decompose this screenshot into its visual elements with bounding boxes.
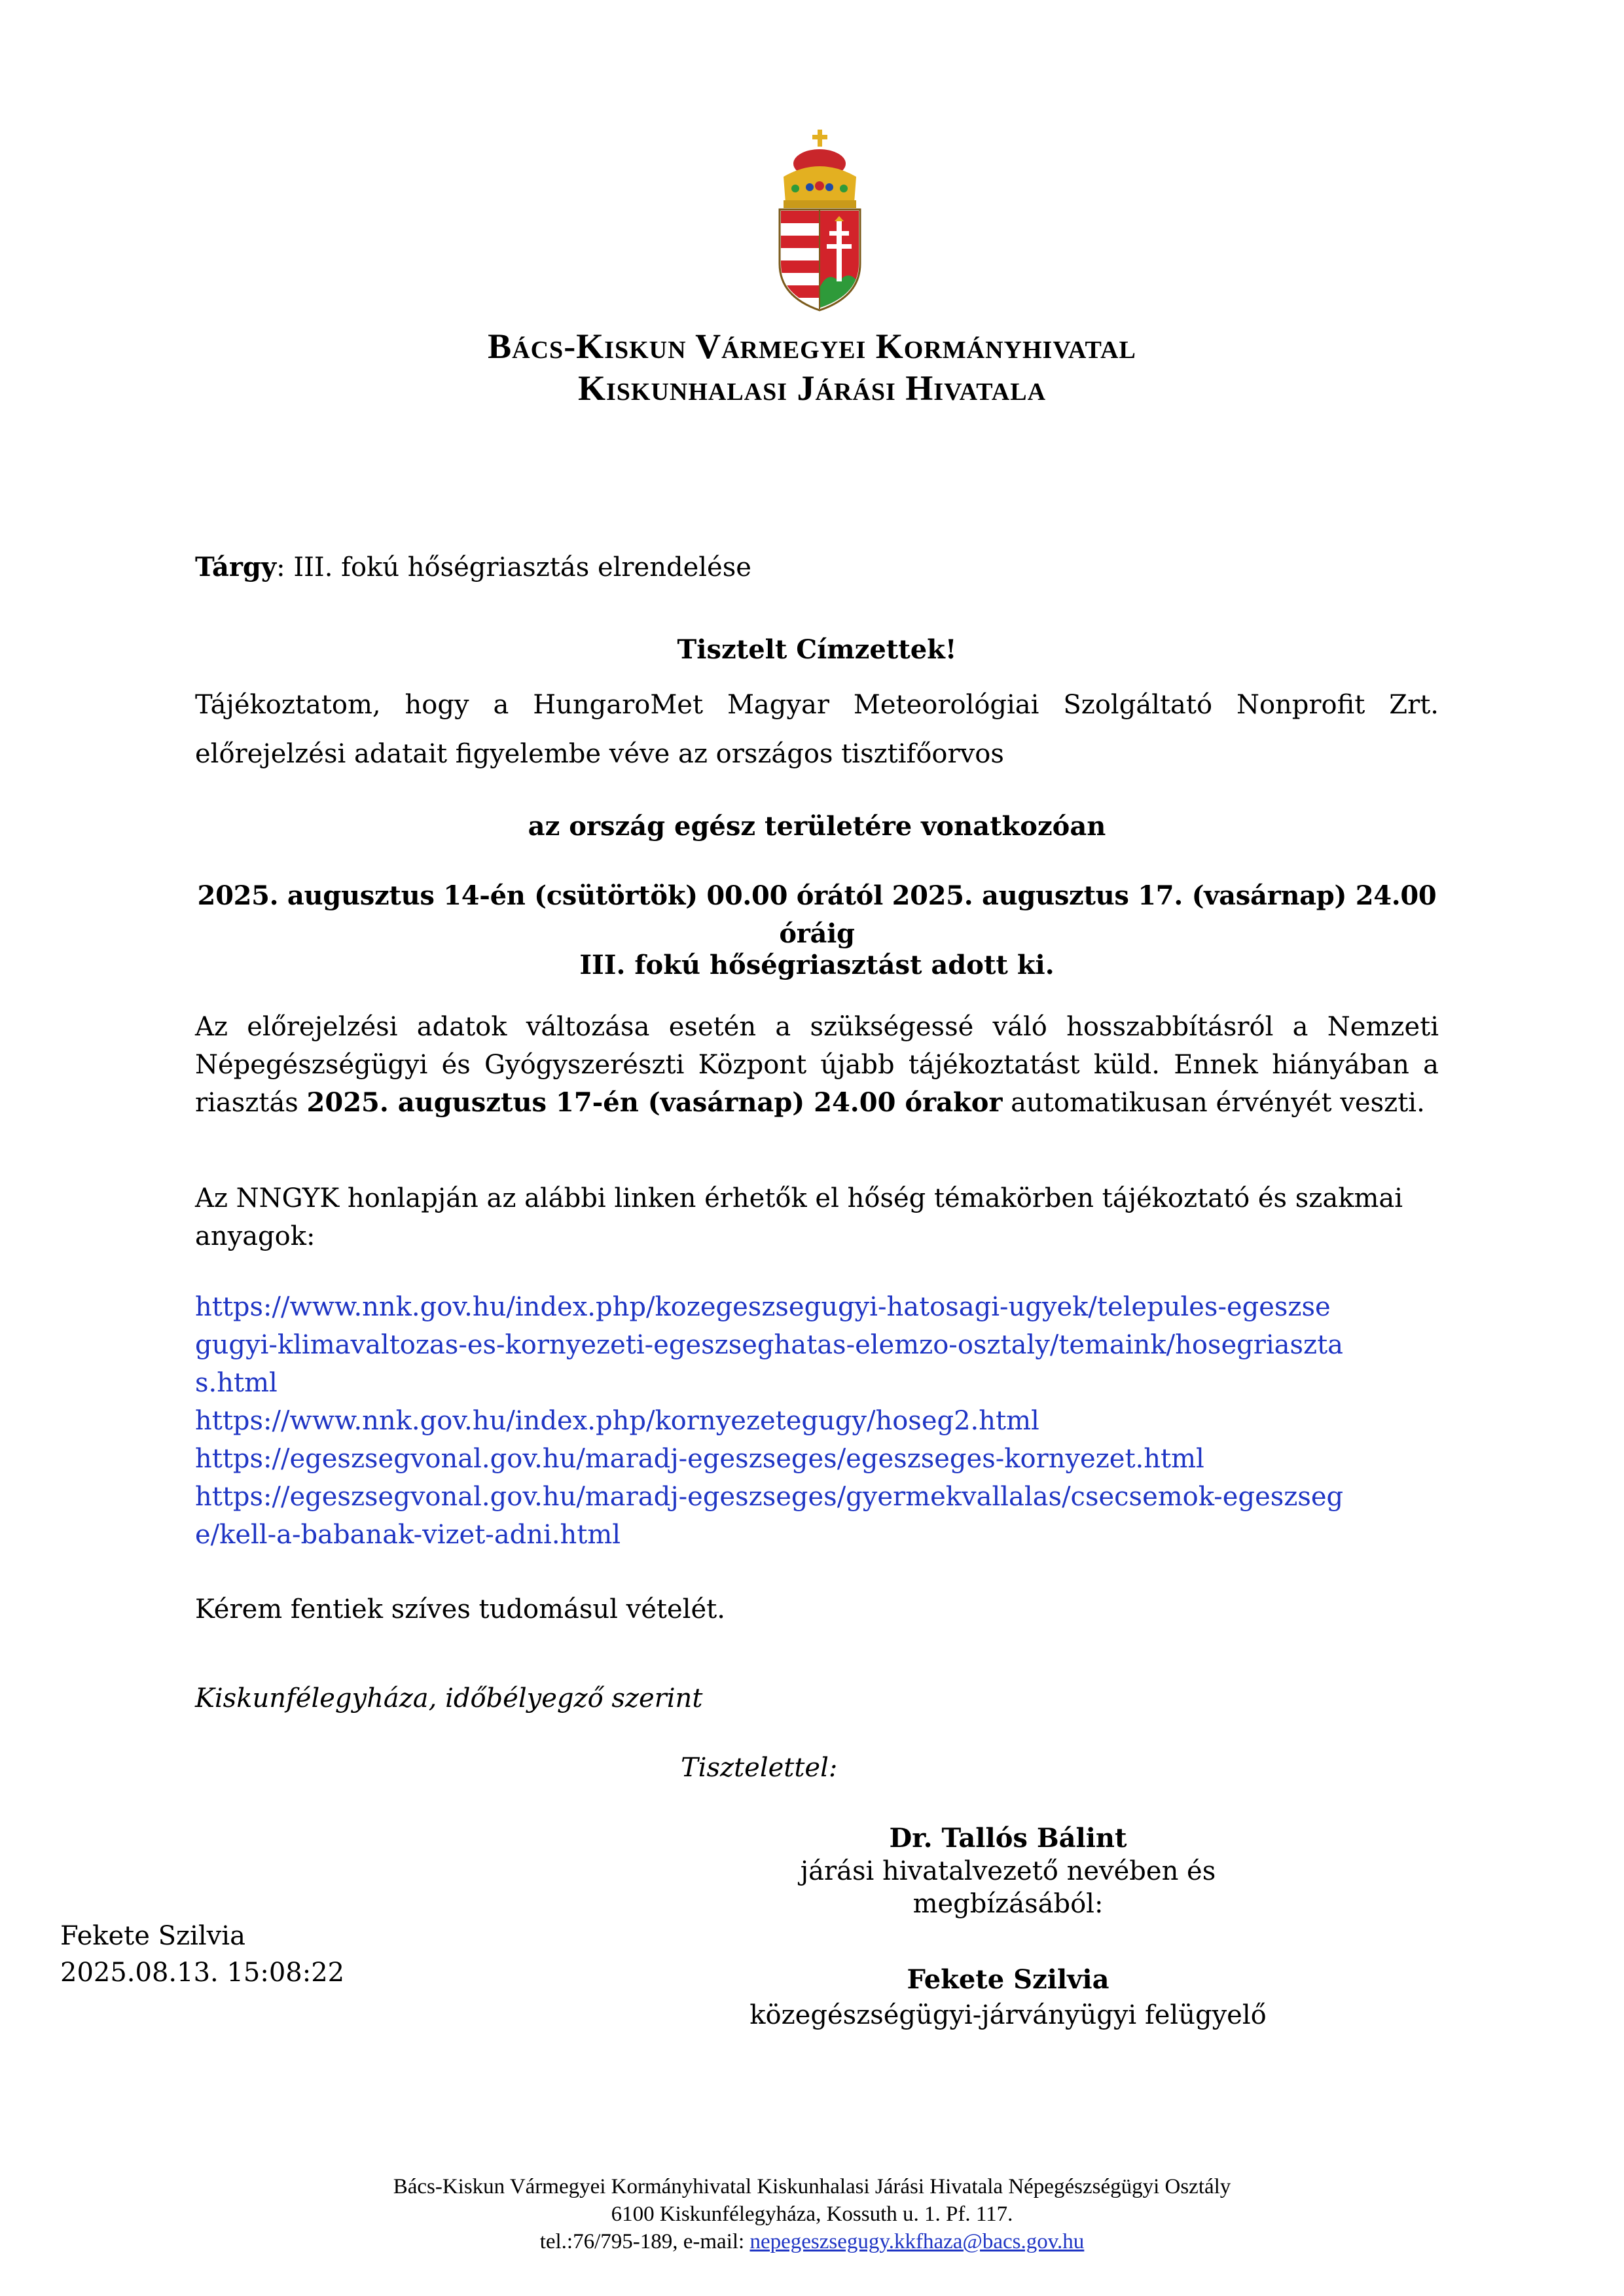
links-intro: Az NNGYK honlapján az alábbi linken érhetők el hőség témakörben tájékoztató és szakmai anyagok: [195,1183,1403,1251]
signatory-2-name: Fekete Szilvia [907,1964,1110,1995]
alert-scope: az ország egész területére vonatkozóan [528,811,1106,842]
intro-paragraph: Tájékoztatom, hogy a HungaroMet Magyar Meteorológiai Szolgáltató Nonprofit Zrt. előrejelzési adatait figyelembe véve az országos tisztifőorvos [195,690,1439,769]
office-name-line1: Bács-Kiskun Vármegyei Kormányhivatal [488,327,1136,366]
signatory-block-2 [707,1962,1309,2033]
links-list [195,1288,1347,1554]
office-name-line2: Kiskunhalasi Járási Hivatala [577,368,1047,408]
link-hoseg2[interactable]: https://www.nnk.gov.hu/index.php/kornyezetegugy/hoseg2.html [195,1406,1039,1436]
electronic-signature [60,1918,344,1991]
signatory-2-role: közegészségügyi-járványügyi felügyelő [749,2000,1267,2030]
footer-address: 6100 Kiskunfélegyháza, Kossuth u. 1. Pf. 117. [611,2202,1013,2226]
expiry-deadline: 2025. augusztus 17-én (vasárnap) 24.00 órakor [306,1087,1003,1118]
link-hosegriasztas[interactable]: https://www.nnk.gov.hu/index.php/kozegeszsegugyi-hatosagi-ugyek/telepules-egeszsegugyi-klimavaltozas-es-kornyezeti-egeszseghatas-elemzo-osztaly/temaink/hosegriasztas.html [195,1292,1344,1398]
expiry-text-after: automatikusan érvényét veszti. [1002,1088,1425,1118]
link-babanak-vizet[interactable]: https://egeszsegvonal.gov.hu/maradj-egeszseges/gyermekvallalas/csecsemok-egeszsege/kell-a-babanak-vizet-adni.html [195,1482,1344,1550]
link-egeszseges-kornyezet[interactable]: https://egeszsegvonal.gov.hu/maradj-egeszseges/egeszseges-kornyezet.html [195,1444,1204,1474]
e-signature-timestamp: 2025.08.13. 15:08:22 [60,1958,345,1988]
footer-organization: Bács-Kiskun Vármegyei Kormányhivatal Kiskunhalasi Járási Hivatala Népegészségügyi Osztály [393,2175,1231,2198]
subject-label: Tárgy [195,552,277,583]
regards: Tisztelettel: [681,1753,838,1783]
subject-line [195,548,1439,586]
footer-phone: tel.:76/795-189, e-mail: [539,2230,750,2253]
e-signature-name: Fekete Szilvia [60,1921,245,1951]
place-and-date: Kiskunfélegyháza, időbélyegző szerint [195,1683,703,1713]
salutation: Tisztelt Címzettek! [677,634,957,665]
signatory-1-role: járási hivatalvezető nevében és megbízásából: [800,1856,1216,1919]
closing-sentence: Kérem fentiek szíves tudomásul vételét. [195,1594,725,1624]
alert-level: III. fokú hőségriasztást adott ki. [579,950,1055,980]
alert-period: 2025. augusztus 14-én (csütörtök) 00.00 órától 2025. augusztus 17. (vasárnap) 24.00 óráig [197,880,1437,949]
expiry-paragraph [195,1008,1439,1122]
footer-email-link[interactable]: nepegeszsegugy.kkfhaza@bacs.gov.hu [749,2230,1085,2253]
signatory-block-1 [707,1822,1309,1920]
footer-contact [0,2228,1624,2255]
signatory-1-name: Dr. Tallós Bálint [889,1823,1127,1854]
subject-text: : III. fokú hőségriasztás elrendelése [276,552,751,583]
coat-of-arms-emblem [776,130,864,312]
footer [0,2173,1624,2255]
expiry-text-before: Az előrejelzési adatok változása esetén a szükségessé váló hosszabbításról a Nemzeti Népegészségügyi és Gyógyszerészti Központ újabb tájékoztatást küld. Ennek hiányában a riasztás [195,1012,1439,1118]
